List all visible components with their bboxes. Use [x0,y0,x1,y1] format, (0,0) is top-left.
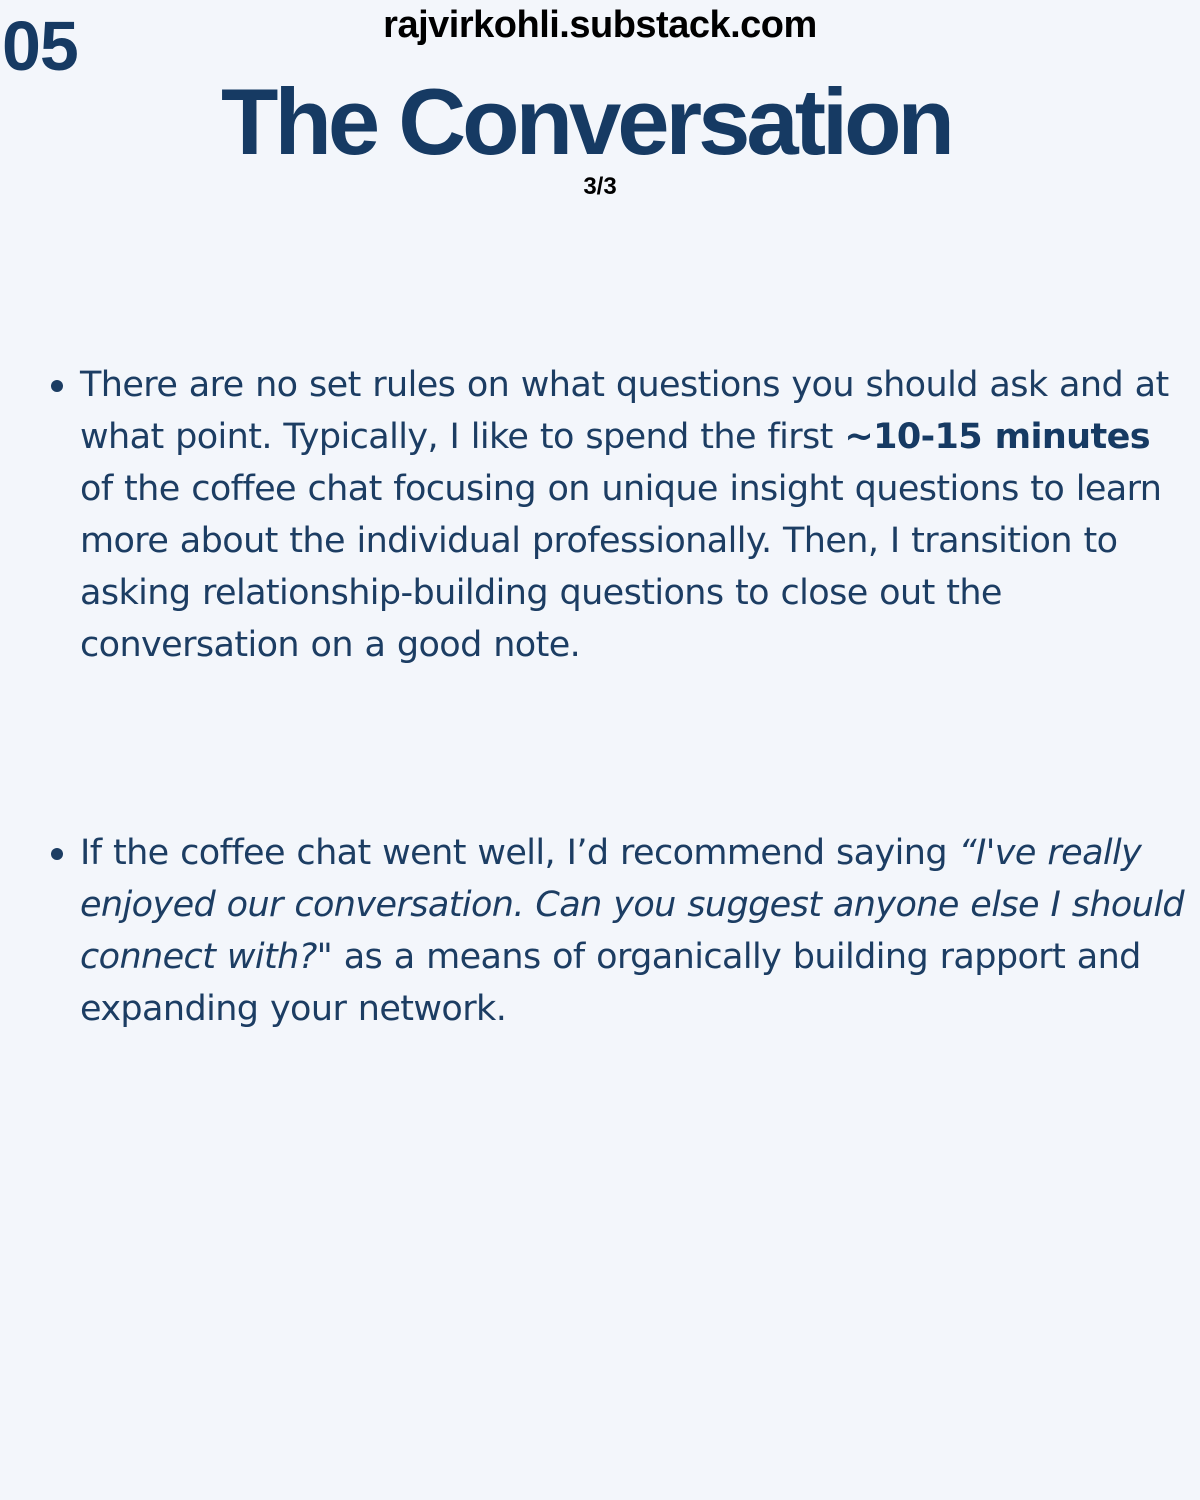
bullet-dot-icon [51,848,63,860]
bullet-text: of the coffee chat focusing on unique insight questions to learn more about the individual professionally. Then, I transition to asking relationship-building questions to close out the conversation on a good note. [80,469,1162,665]
bullet-emphasis-duration: ~10-15 minutes [844,417,1150,457]
bullet-text: If the coffee chat went well, I’d recommend saying [80,833,959,873]
bullet-text: There are no set rules on what questions you should ask and at what point. Typically, I like to spend the first [80,365,1169,457]
site-url: rajvirkohli.substack.com [383,4,817,46]
page-indicator: 3/3 [583,173,617,200]
bullet-quote: “I've really enjoyed our conversation. Can you suggest anyone else I should connect with?" [80,833,1185,977]
page-title: The Conversation [221,69,951,174]
bullet-item-closing-advice [80,827,1190,1035]
bullet-text: as a means of organically building rapport and expanding your network. [80,937,1141,1029]
slide-number: 05 [2,7,78,85]
bullet-dot-icon [51,380,63,392]
bullet-item-conversation-structure [80,359,1190,671]
